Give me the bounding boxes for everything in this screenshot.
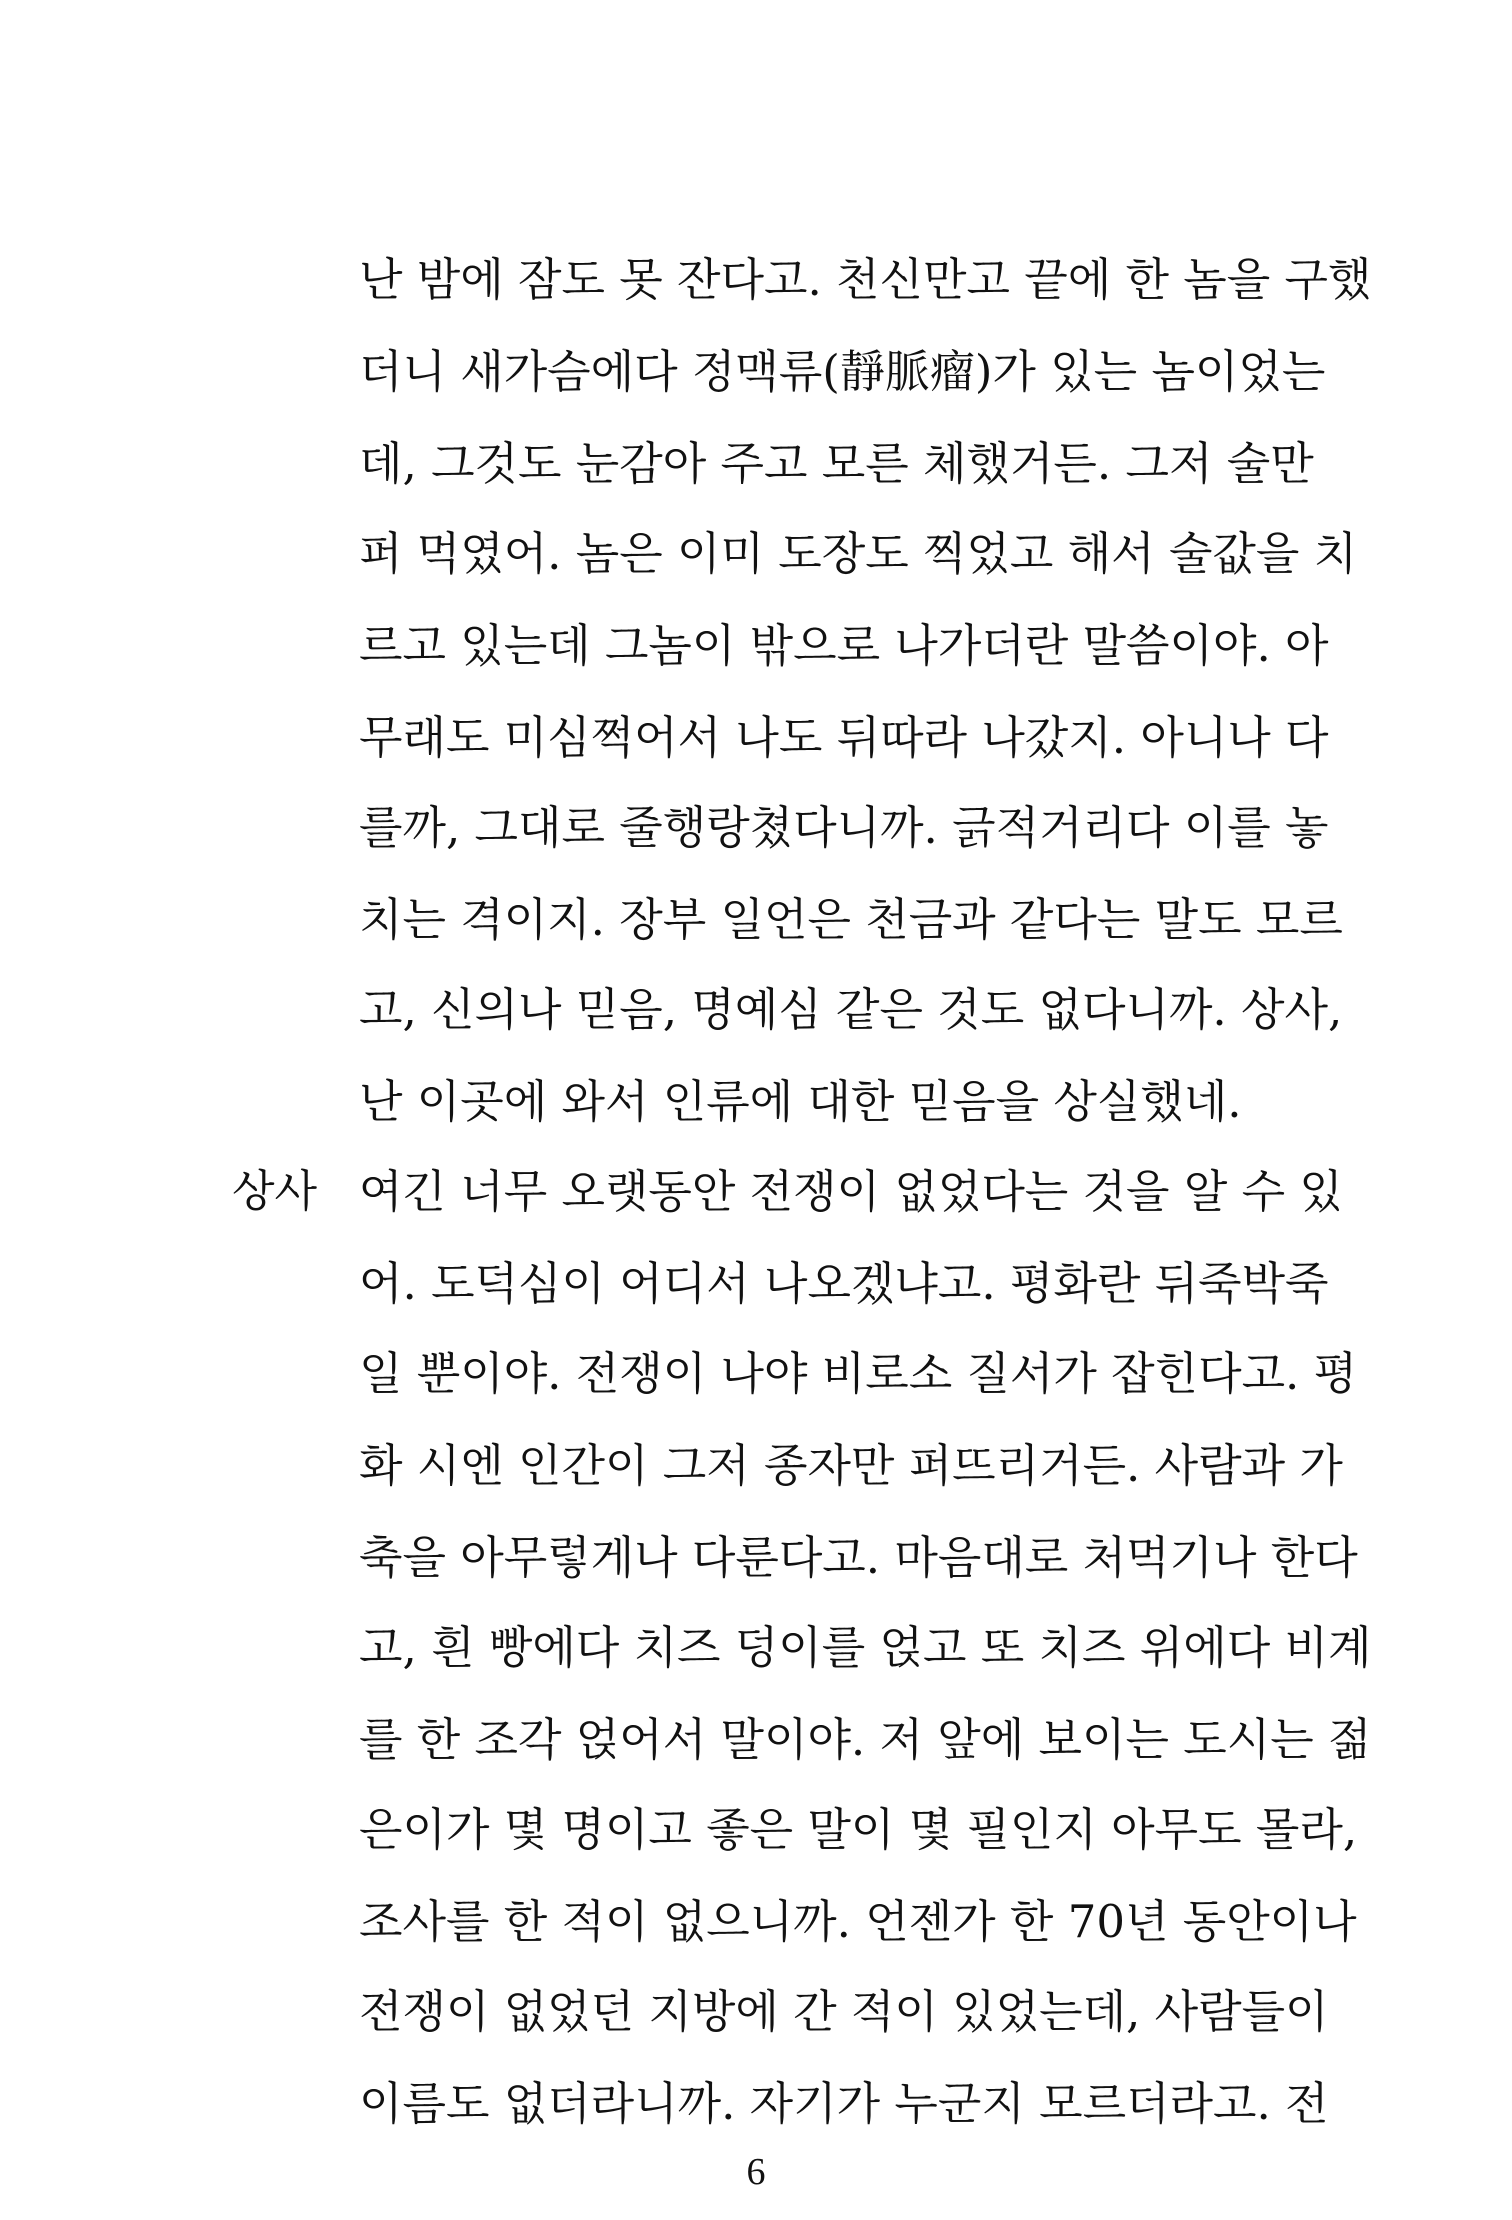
- text-line: 이름도 없더라니까. 자기가 누군지 모르더라고. 전: [359, 2077, 1329, 2130]
- text-line: 난 이곳에 와서 인류에 대한 믿음을 상실했네.: [359, 1075, 1242, 1128]
- text-line: 일 뿐이야. 전쟁이 나야 비로소 질서가 잡힌다고. 평: [359, 1347, 1358, 1400]
- text-line: 퍼 먹였어. 놈은 이미 도장도 찍었고 해서 술값을 치: [359, 527, 1358, 580]
- text-line: 화 시엔 인간이 그저 종자만 퍼뜨리거든. 사람과 가: [359, 1439, 1343, 1492]
- text-line: 조사를 한 적이 없으니까. 언젠가 한 70년 동안이나: [359, 1895, 1357, 1948]
- text-line: 더니 새가슴에다 정맥류(靜脈瘤)가 있는 놈이었는: [359, 345, 1326, 398]
- text-line: 르고 있는데 그놈이 밖으로 나가더란 말씀이야. 아: [359, 619, 1329, 672]
- text-line: 고, 신의나 믿음, 명예심 같은 것도 없다니까. 상사,: [359, 983, 1343, 1036]
- text-line: 를 한 조각 얹어서 말이야. 저 앞에 보이는 도시는 젊: [359, 1713, 1372, 1766]
- text-line: 어. 도덕심이 어디서 나오겠냐고. 평화란 뒤죽박죽: [359, 1257, 1329, 1310]
- text-line: 여긴 너무 오랫동안 전쟁이 없었다는 것을 알 수 있: [359, 1165, 1343, 1218]
- text-line: 축을 아무렇게나 다룬다고. 마음대로 처먹기나 한다: [359, 1531, 1358, 1584]
- page-number: 6: [746, 2151, 766, 2193]
- text-line: 를까, 그대로 줄행랑쳤다니까. 긁적거리다 이를 놓: [359, 801, 1329, 854]
- text-line: 무래도 미심쩍어서 나도 뒤따라 나갔지. 아니나 다: [359, 711, 1329, 764]
- speaker-name: 상사: [232, 1166, 318, 1217]
- text-line: 치는 격이지. 장부 일언은 천금과 같다는 말도 모르: [359, 893, 1343, 946]
- text-line: 데, 그것도 눈감아 주고 모른 체했거든. 그저 술만: [359, 437, 1314, 490]
- text-line: 난 밤에 잠도 못 잔다고. 천신만고 끝에 한 놈을 구했: [359, 253, 1372, 306]
- text-line: 은이가 몇 명이고 좋은 말이 몇 필인지 아무도 몰라,: [359, 1803, 1358, 1856]
- text-line: 고, 흰 빵에다 치즈 덩이를 얹고 또 치즈 위에다 비계: [359, 1621, 1372, 1674]
- text-line: 전쟁이 없었던 지방에 간 적이 있었는데, 사람들이: [359, 1985, 1329, 2038]
